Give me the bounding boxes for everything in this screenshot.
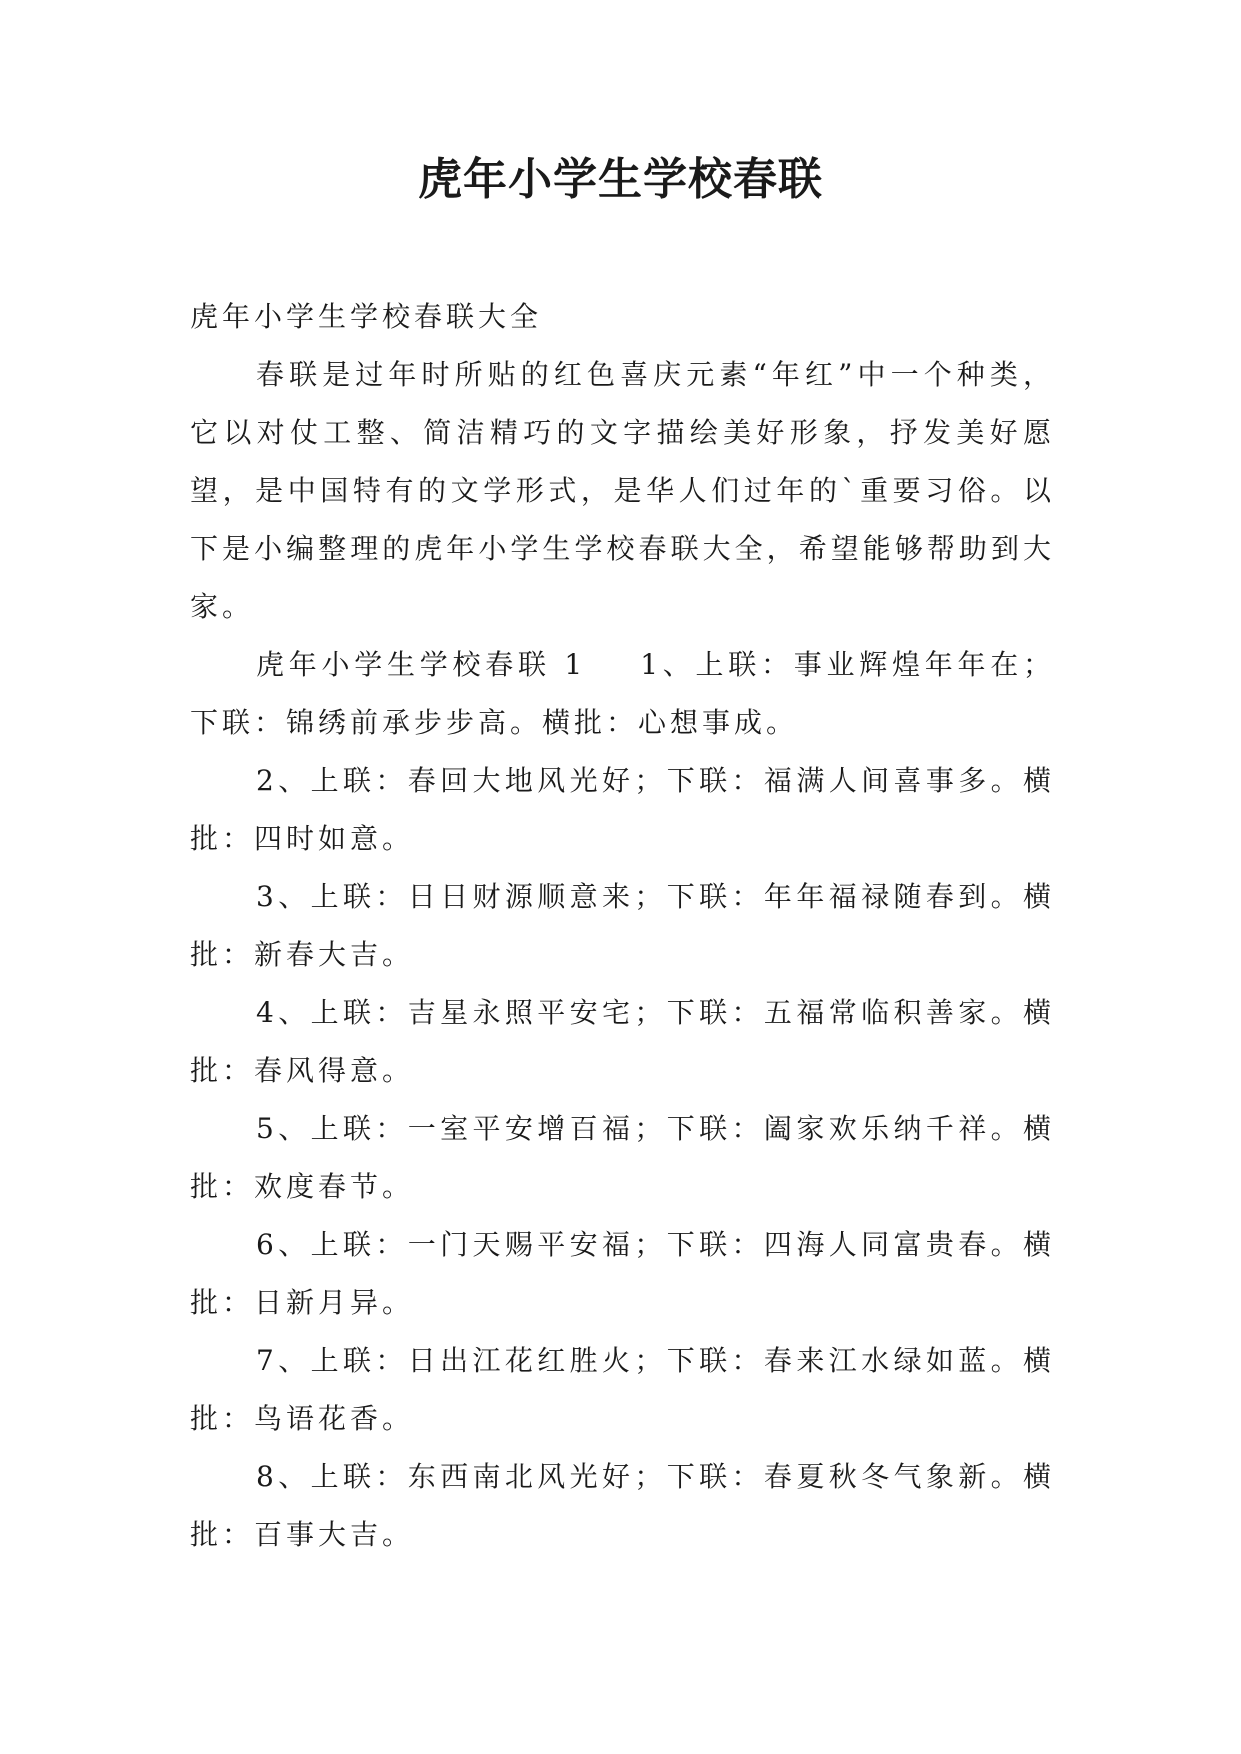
- couplet-item: 6、上联：一门天赐平安福；下联：四海人同富贵春。横批：日新月异。: [190, 1228, 1055, 1319]
- couplet-paragraph-1: [190, 636, 1055, 752]
- document-subtitle: 虎年小学生学校春联大全: [190, 300, 543, 333]
- couplet-item: 3、上联：日日财源顺意来；下联：年年福禄随春到。横批：新春大吉。: [190, 880, 1055, 971]
- couplet-item: 5、上联：一室平安增百福；下联：阖家欢乐纳千祥。横批：欢度春节。: [190, 1112, 1055, 1203]
- couplet-item: 1、上联：事业辉煌年年在；下联：锦绣前承步步高。横批：心想事成。: [190, 648, 1055, 739]
- document-title: 虎年小学生学校春联: [418, 154, 823, 205]
- couplet-item: 2、上联：春回大地风光好；下联：福满人间喜事多。横批：四时如意。: [190, 764, 1055, 855]
- couplet-item: 7、上联：日出江花红胜火；下联：春来江水绿如蓝。横批：鸟语花香。: [190, 1344, 1055, 1435]
- couplet-item: 4、上联：吉星永照平安宅；下联：五福常临积善家。横批：春风得意。: [190, 996, 1055, 1087]
- couplet-item: 8、上联：东西南北风光好；下联：春夏秋冬气象新。横批：百事大吉。: [190, 1460, 1055, 1551]
- intro-paragraph: 春联是过年时所贴的红色喜庆元素“年红”中一个种类，它以对仗工整、简洁精巧的文字描绘美好形象，抒发美好愿望，是中国特有的文学形式，是华人们过年的`重要习俗。以下是小编整理的虎年小学生学校春联大全，希望能够帮助到大家。: [190, 358, 1055, 623]
- section-heading: 虎年小学生学校春联 1: [256, 648, 587, 681]
- document-body: [190, 288, 1055, 1564]
